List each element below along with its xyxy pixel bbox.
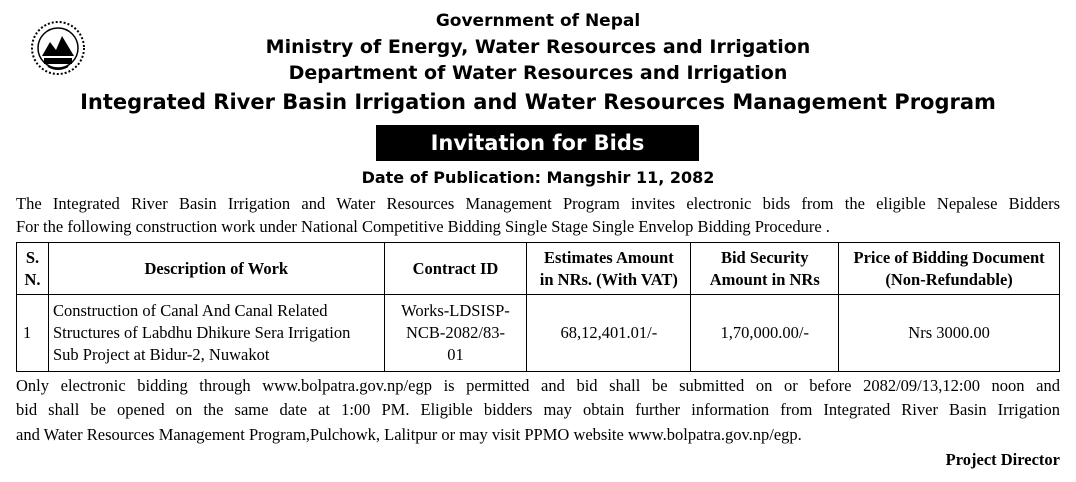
cell-contract-id xyxy=(384,295,527,372)
description-line: Structures of Labdhu Dhikure Sera Irrigation xyxy=(52,323,351,342)
ministry-heading: Ministry of Energy, Water Resources and Irrigation xyxy=(265,36,811,58)
footer-text-line-3: and Water Resources Management Program,Pulchowk, Lalitpur or may visit PPMO website www.bolpatra.gov.np/egp. xyxy=(16,425,802,444)
header-description: Description of Work xyxy=(48,243,384,295)
header-security-line-1: Bid Security xyxy=(720,247,809,267)
header-estimate-line-2: in NRs. (With VAT) xyxy=(539,269,678,289)
description-line: Sub Project at Bidur-2, Nuwakot xyxy=(52,345,270,364)
bid-table xyxy=(16,242,1060,372)
department-heading: Department of Water Resources and Irrigation xyxy=(288,62,788,84)
cell-sn: 1 xyxy=(17,295,49,372)
header-sn xyxy=(17,243,49,295)
signatory: Project Director xyxy=(945,450,1060,469)
intro-text-line-1: The Integrated River Basin Irrigation and Water Resources Management Program invites electronic bids from the eligible Nepalese Bidders xyxy=(16,194,1060,213)
cell-document-price: Nrs 3000.00 xyxy=(839,295,1060,372)
footer-text-line-1: Only electronic bidding through www.bolpatra.gov.np/egp is permitted and bid shall be submitted on or before 2082/09/13,12:00 noon and xyxy=(16,376,1060,395)
header-estimate xyxy=(527,243,691,295)
header-document-price xyxy=(839,243,1060,295)
cell-description xyxy=(48,295,384,372)
header-estimate-line-1: Estimates Amount xyxy=(543,247,674,267)
contract-id-line: 01 xyxy=(447,345,464,364)
header-sn-line-2: N. xyxy=(24,269,41,289)
contract-id-line: NCB-2082/83- xyxy=(405,323,505,342)
header-price-line-2: (Non-Refundable) xyxy=(885,269,1013,289)
header-sn-line-1: S. xyxy=(25,247,40,267)
intro-text-line-2: For the following construction work under National Competitive Bidding Single Stage Single Envelop Bidding Procedure . xyxy=(16,217,830,236)
cell-estimate: 68,12,401.01/- xyxy=(527,295,691,372)
header-bid-security xyxy=(691,243,839,295)
notice-title-banner: Invitation for Bids xyxy=(376,125,699,161)
header-price-line-1: Price of Bidding Document xyxy=(853,247,1045,267)
header-contract-id: Contract ID xyxy=(384,243,527,295)
publication-date: Date of Publication: Mangshir 11, 2082 xyxy=(361,168,715,187)
program-heading: Integrated River Basin Irrigation and Water Resources Management Program xyxy=(80,90,996,114)
government-heading: Government of Nepal xyxy=(435,11,641,31)
contract-id-line: Works-LDSISP- xyxy=(401,301,510,320)
footer-text-line-2: bid shall be opened on the same date at 1:00 PM. Eligible bidders may obtain further information from Integrated River Basin Irrigation xyxy=(16,400,1060,419)
bid-table-header-row xyxy=(17,243,1060,295)
cell-bid-security: 1,70,000.00/- xyxy=(691,295,839,372)
table-row xyxy=(17,295,1060,372)
header-security-line-2: Amount in NRs xyxy=(709,269,820,289)
description-line: Construction of Canal And Canal Related xyxy=(52,301,328,320)
